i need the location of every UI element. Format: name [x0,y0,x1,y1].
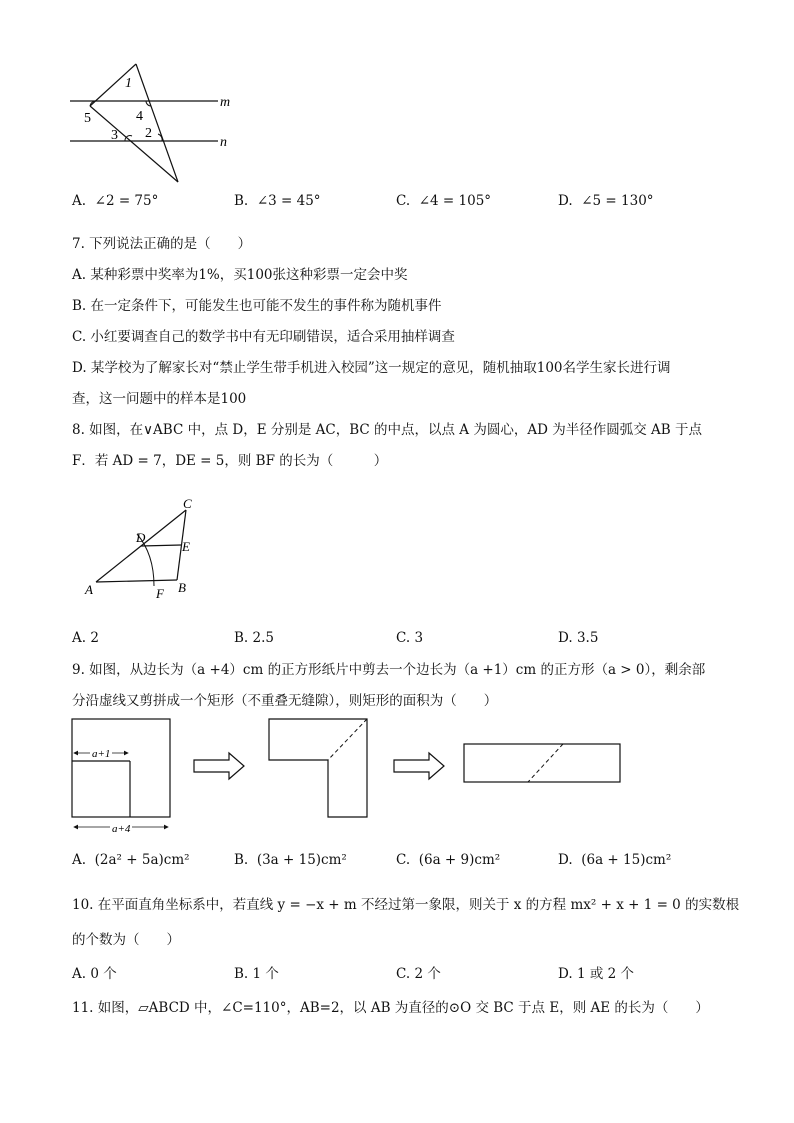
label-n: n [220,135,227,150]
q10-stem-line1: 10. 在平面直角坐标系中，若直线 y = −x + m 不经过第一象限，则关于 x 的方程 mx² + x + 1 = 0 的实数根 [72,897,740,913]
arrow-right-icon [394,753,444,779]
option-text: (6a + 9)cm² [418,852,501,868]
q9-option-a [72,852,190,868]
arrow-right-icon [194,753,244,779]
label-c: C [183,496,192,511]
label-5: 5 [84,111,91,126]
q9-option-b [234,852,347,868]
option-letter: B. [234,966,249,982]
q7-option-d: D. 某学校为了解家长对“禁止学生带手机进入校园”这一规定的意见，随机抽取100名学生家长进行调 [72,360,671,376]
q6-option-d [558,193,654,209]
option-letter: B. [234,630,249,646]
option-text: 3 [414,630,424,646]
q7-stem: 7. 下列说法正确的是（ ） [72,236,252,252]
option-letter: C. [396,966,411,982]
q7-option-d-cont: 查，这一问题中的样本是100 [72,391,247,407]
label-2: 2 [145,126,152,141]
option-letter: D. [558,630,573,646]
option-text: ∠3 = 45° [256,193,321,209]
option-letter: C. [396,852,411,868]
q10-option-d [558,962,634,982]
q10-option-a [72,962,117,982]
option-text: 2 [90,630,99,646]
segment-de [141,545,181,546]
q8-stem-line2: F．若 AD = 7，DE = 5，则 BF 的长为（ ） [72,453,388,469]
option-letter: A. [72,852,87,868]
q6-figure [62,58,242,188]
option-text: 1 或 2 个 [576,966,634,982]
dim-label-small: a+1 [92,748,111,760]
label-m: m [220,95,231,110]
label-4: 4 [136,109,143,124]
q10-stem-line2: 的个数为（ ） [72,932,180,948]
option-text: 2.5 [252,630,274,646]
option-text: (2a² + 5a)cm² [94,852,190,868]
rectangle-result [464,744,620,782]
cut-line [328,719,367,760]
label-f: F [156,586,164,601]
option-text: 2 个 [414,966,441,982]
q9-stem-line1: 9. 如图，从边长为（a +4）cm 的正方形纸片中剪去一个边长为（a +1）cm 的正方形（a > 0），剩余部 [72,662,706,678]
q8-option-a [72,630,99,646]
cut-line [528,744,563,782]
q9-figure [66,714,636,838]
option-letter: D. [558,852,573,868]
q11-stem: 11. 如图，▱ABCD 中，∠C=110°，AB=2，以 AB 为直径的⊙O 交 BC 于点 E，则 AE 的长为（ ） [72,1000,709,1016]
option-letter: D. [558,966,573,982]
q8-option-d [558,630,598,646]
q7-option-b: B. 在一定条件下，可能发生也可能不发生的事件称为随机事件 [72,298,442,314]
option-letter: C. [396,630,411,646]
q8-stem-line1: 8. 如图，在∨ABC 中，点 D，E 分别是 AC，BC 的中点，以点 A 为圆心，AD 为半径作圆弧交 AB 于点 [72,422,702,438]
q7-option-c: C. 小红要调查自己的数学书中有无印刷错误，适合采用抽样调查 [72,329,455,345]
option-text: (3a + 15)cm² [256,852,347,868]
label-b: B [178,580,186,595]
label-3: 3 [111,128,118,143]
option-text: ∠2 = 75° [94,193,159,209]
q10-option-c [396,962,441,982]
option-text: 1 个 [252,966,279,982]
big-square [72,719,170,817]
q6-option-c [396,193,491,209]
label-a: A [85,582,93,597]
option-letter: D. [558,193,573,209]
label-d: D [136,530,146,545]
q6-option-b [234,193,321,209]
segment-ab [96,580,177,582]
q8-option-c [396,630,423,646]
option-letter: A. [72,966,87,982]
q8-figure [80,494,210,606]
option-letter: B. [234,852,249,868]
option-text: 3.5 [576,630,599,646]
q8-option-b [234,630,274,646]
option-letter: B. [234,193,249,209]
q6-option-a [72,193,158,209]
option-letter: A. [72,193,87,209]
option-text: (6a + 15)cm² [581,852,672,868]
option-text: 0 个 [90,966,117,982]
q9-option-c [396,852,500,868]
label-e: E [182,539,190,554]
option-text: ∠5 = 130° [581,193,654,209]
option-letter: C. [396,193,411,209]
q7-option-a: A. 某种彩票中奖率为1%，买100张这种彩票一定会中奖 [72,267,408,283]
q9-stem-line2: 分沿虚线又剪拼成一个矩形（不重叠无缝隙），则矩形的面积为（ ） [72,693,498,709]
label-1: 1 [125,76,132,91]
l-shape [269,719,367,817]
q10-option-b [234,962,279,982]
option-text: ∠4 = 105° [418,193,492,209]
option-letter: A. [72,630,87,646]
q9-option-d [558,852,671,868]
dim-label-big: a+4 [112,823,131,835]
